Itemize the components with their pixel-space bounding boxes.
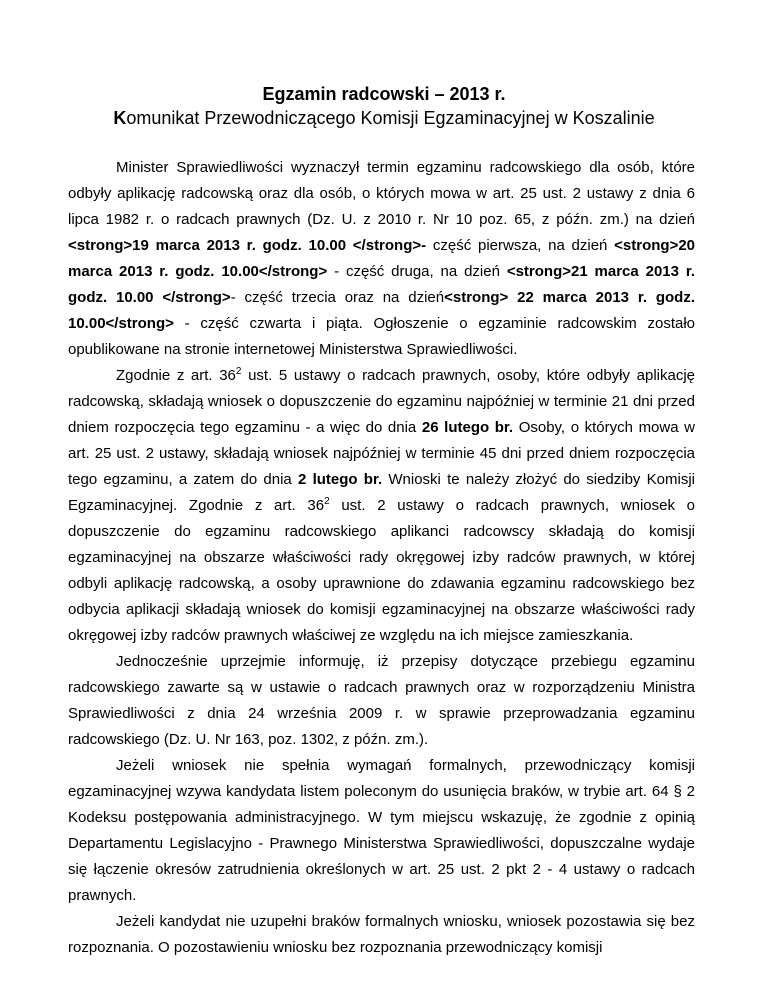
paragraph-exam-dates <box>68 155 695 363</box>
paragraph-formal-requirements: Jeżeli wniosek nie spełnia wymagań formalnych, przewodniczący komisji egzaminacyjnej wzywa kandydata listem poleconym do usunięcia braków, w trybie art. 64 § 2 Kodeksu postępowania administracyjnego. W tym miejscu wskazuję, że zgodnie z opinią Departamentu Legislacyjno - Prawnego Ministerstwa Sprawiedliwości, dopuszczalne wydaje się łączenie okresów zatrudnienia określonych w art. 25 ust. 2 pkt 2 - 4 ustawy o radcach prawnych. <box>68 757 695 904</box>
text-run: - część trzecia oraz na dzień <box>230 289 445 306</box>
superscript: 2 <box>235 366 242 377</box>
text-run: - część czwarta i piąta. Ogłoszenie o egzaminie radcowskim zostało opublikowane na stronie internetowej Ministerstwa Sprawiedliwości. <box>68 315 695 358</box>
subtitle-rest: omunikat Przewodniczącego Komisji Egzaminacyjnej w Koszalinie <box>126 108 655 128</box>
bold-deadline-1: 26 lutego br. <box>421 419 514 436</box>
paragraph-regulations: Jednocześnie uprzejmie informuję, iż przepisy dotyczące przebiegu egzaminu radcowskiego zawarte są w ustawie o radcach prawnych oraz w rozporządzeniu Ministra Sprawiedliwości z dnia 24 września 2009 r. w sprawie przeprowadzania egzaminu radcowskiego (Dz. U. Nr 163, poz. 1302, z późn. zm.). <box>68 653 695 748</box>
superscript: 2 <box>324 496 330 507</box>
document-subtitle <box>0 107 768 129</box>
text-run: - część druga, na dzień <box>327 263 507 280</box>
bold-date-1: <strong>19 marca 2013 r. godz. 10.00 </strong>- <box>68 237 427 254</box>
text-run: Wnioski te należy złożyć do siedziby Komisji Egzaminacyjnej. Zgodnie z art. 36 <box>68 471 695 514</box>
text-run: ust. 5 ustawy o radcach prawnych, osoby, które odbyły aplikację radcowską, składają wniosek o dopuszczenie do egzaminu najpóźniej w terminie 21 dni przed dniem rozpoczęcia tego egzaminu - a więc do dnia <box>68 367 695 436</box>
document-body <box>68 155 695 961</box>
bold-date-3: <strong>21 marca 2013 r. godz. 10.00 </strong> <box>68 263 696 306</box>
paragraph-application-deadlines <box>68 363 695 649</box>
bold-date-4: <strong> 22 marca 2013 r. godz. 10.00</strong> <box>68 289 696 332</box>
document-title: Egzamin radcowski – 2013 r. <box>262 84 506 104</box>
bold-date-2: <strong>20 marca 2013 r. godz. 10.00</strong> <box>68 237 696 280</box>
text-run: Minister Sprawiedliwości wyznaczył termin egzaminu radcowskiego dla osób, które odbyły aplikację radcowską oraz dla osób, o których mowa w art. 25 ust. 2 ustawy z dnia 6 lipca 1982 r. o radcach prawnych (Dz. U. z 2010 r. Nr 10 poz. 65, z późn. zm.) na dzień <box>68 159 695 228</box>
subtitle-initial: K <box>113 108 127 128</box>
text-run: Osoby, o których mowa w art. 25 ust. 2 ustawy, składają wniosek najpóźniej w terminie 45 dni przed dniem rozpoczęcia tego egzaminu, a zatem do dnia <box>68 419 696 488</box>
text-run: ust. 2 ustawy o radcach prawnych, wniosek o dopuszczenie do egzaminu radcowskiego aplikanci radcowscy składają do komisji egzaminacyjnej na obszarze właściwości rady okręgowej izby radców prawnych, w której odbyli aplikację radcowską, a osoby uprawnione do zdawania egzaminu radcowskiego bez odbycia aplikacji składają wniosek do komisji egzaminacyjnej na obszarze właściwości rady okręgowej izby radców prawnych właściwej ze względu na ich miejsce zamieszkania. <box>68 497 695 644</box>
paragraph-incomplete-application: Jeżeli kandydat nie uzupełni braków formalnych wniosku, wniosek pozostawia się bez rozpoznania. O pozostawieniu wniosku bez rozpoznania przewodniczący komisji <box>68 913 695 956</box>
bold-deadline-2: 2 lutego br. <box>298 471 383 488</box>
text-run: część pierwsza, na dzień <box>426 237 615 254</box>
text-run: Zgodnie z art. 36 <box>116 367 236 384</box>
